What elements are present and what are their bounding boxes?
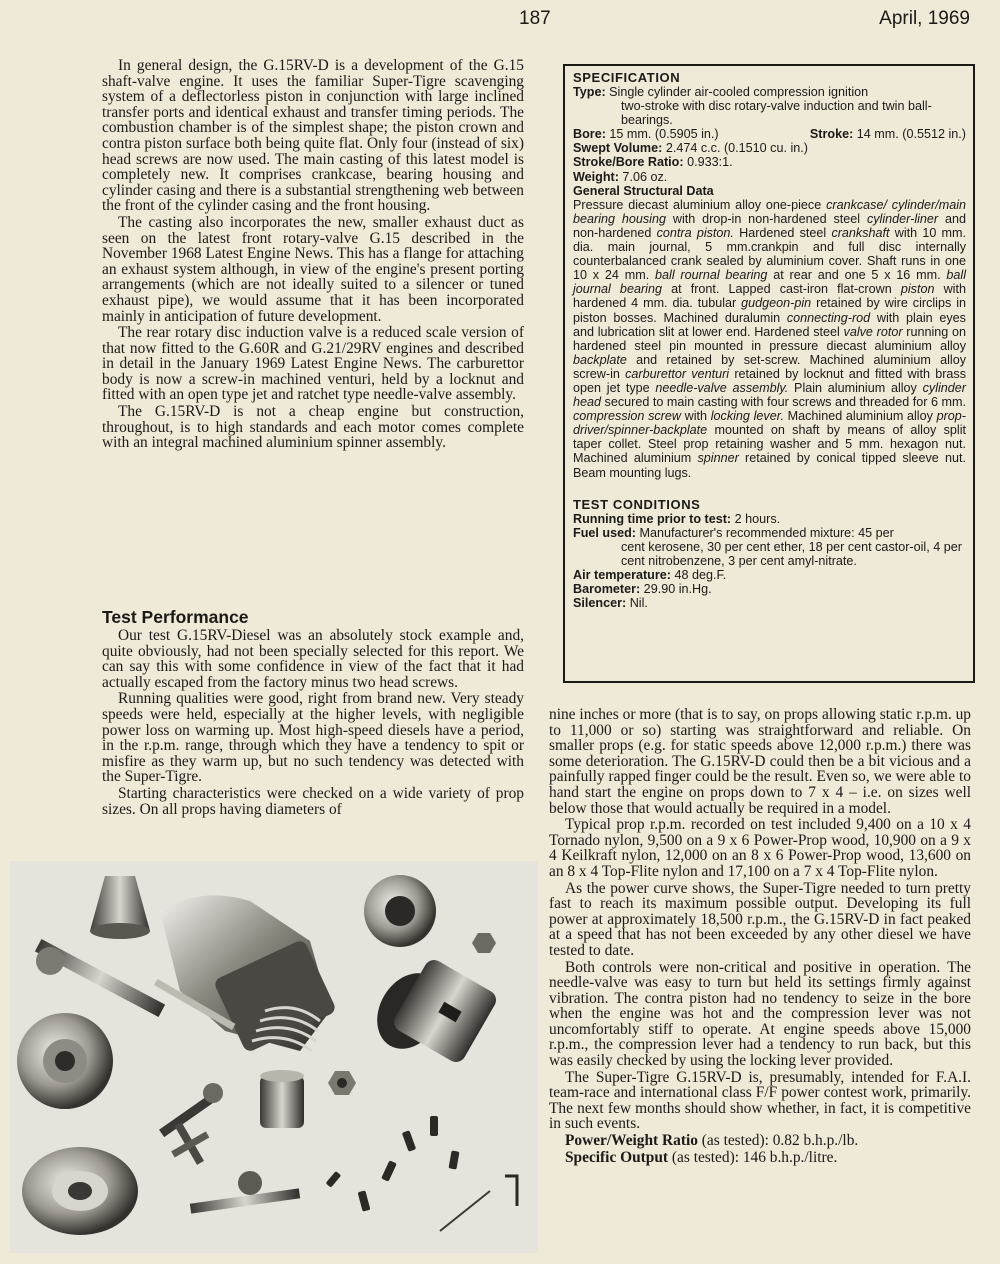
paragraph: The G.15RV-D is not a cheap engine but construction, throughout, is to high standards and each motor comes complete with an integral machined aluminium spinner assembly. (102, 403, 524, 452)
spec-bore-stroke: Bore: 15 mm. (0.5905 in.) Stroke: 14 mm. (0.5512 in.) (573, 127, 966, 142)
left-column-middle (102, 608, 524, 817)
paragraph: Starting characteristics were checked on a wide variety of prop sizes. On all props having diameters of (102, 784, 524, 818)
paragraph: Typical prop r.p.m. recorded on test included 9,400 on a 10 x 4 Tornado nylon, 9,500 on a 9 x 6 Power-Prop wood, 10,900 on a 9 x 4 Keilkraft nylon, 12,000 on an 8 x 6 Power-Prop wood, 13,600 on an 8 x 4 Top-Flite nylon and 17,100 on a 7 x 4 Top-Flite nylon. (549, 816, 971, 880)
engine-parts-illustration (10, 861, 538, 1253)
page-number: 187 (519, 8, 551, 29)
specification-box (563, 64, 975, 683)
test-air-temperature: Air temperature: 48 deg.F. (573, 568, 727, 582)
test-barometer: Barometer: 29.90 in.Hg. (573, 582, 712, 597)
left-column-top (102, 58, 524, 451)
spec-swept-volume: Swept Volume: 2.474 c.c. (0.1510 cu. in.) (573, 141, 808, 156)
paragraph: Running qualities were good, right from brand new. Very steady speeds were held, especially at the higher levels, with negligible power loss on warming up. Most high-speed diesels have a period, in the r.p.m. range, through which they have a tendency to spit or misfire as they warm up, but no such tendency was detected with the Super-Tigre. (102, 690, 524, 786)
paragraph: The rear rotary disc induction valve is a reduced scale version of that now fitted to the G.60R and G.21/29RV engines and described in detail in the January 1969 Latest Engine News. The carburettor body is now a screw-in machined venturi, held by a locknut and fitted with an open type jet and ratchet type needle-valve assembly. (102, 324, 524, 404)
spec-title: SPECIFICATION (573, 70, 681, 85)
spec-type: Type: Single cylinder air-cooled compression ignition (573, 85, 869, 99)
test-running-time: Running time prior to test: 2 hours. (573, 511, 781, 526)
test-fuel: Fuel used: Manufacturer's recommended mixture: 45 per (573, 525, 894, 540)
test-fuel-continued: cent kerosene, 30 per cent ether, 18 per cent castor-oil, 4 per cent nitrobenzene, 3 per cent amyl-nitrate. (621, 539, 962, 568)
paragraph: Our test G.15RV-Diesel was an absolutely stock example and, quite obviously, had not been specially selected for this report. We can say this with some confidence in view of the fact that it had actually escaped from the factory minus two head screws. (102, 627, 524, 691)
power-weight-ratio: Power/Weight Ratio (as tested): 0.82 b.h.p./lb. (565, 1132, 859, 1150)
test-conditions-title: TEST CONDITIONS (573, 496, 701, 512)
spec-stroke-bore-ratio: Stroke/Bore Ratio: 0.933:1. (573, 155, 733, 170)
right-column (549, 707, 971, 1165)
paragraph: The casting also incorporates the new, smaller exhaust duct as seen on the latest front rotary-valve G.15 described in the November 1968 Latest Engine News. This has a flange for attaching an exhaust system although, in view of the engine's present porting arrangements (which are not ideally suited to a silencer or tuned exhaust pipe), we would assume that it has been incorporated mainly in anticipation of future development. (102, 213, 524, 325)
paragraph: nine inches or more (that is to say, on props allowing static r.p.m. up to 11,000 or so) starting was straightforward and reliable. On smaller props (e.g. for static speeds above 12,000 r.p.m.) there was some deterioration. The G.15RV-D could then be a bit vicious and a painfully rapped finger could be the result. Even so, we were able to hand start the engine on props down to 7 x 4 – i.e. on sizes well below those that would actually be required in a model. (549, 706, 971, 817)
spacer (573, 480, 966, 498)
paragraph: As the power curve shows, the Super-Tigre needed to turn pretty fast to reach its maximum possible output. Developing its full power at approximately 18,500 r.p.m., the G.15RV-D in fact peaked at a speed that has not been exceeded by any other diesel we have tested to date. (549, 879, 971, 959)
section-heading: Test Performance (102, 607, 249, 627)
structural-data: Pressure diecast aluminium alloy one-piece crankcase/ cylinder/main bearing housing with drop-in non-hardened steel cylinder-liner and non-hardened contra piston. Hardened steel crankshaft with 10 mm. dia. main journal, 5 mm.crankpin and full disc internally counterbalanced crank sealed by aluminium cover. Shaft runs in one 10 x 24 mm. ball rournal bearing at rear and one 5 x 16 mm. ball journal bearing at front. Lapped cast-iron flat-crown piston with hardened 4 mm. dia. tubular gudgeon-pin retained by wire circlips in piston bosses. Machined duralumin connecting-rod with plain eyes and lubrication slit at lower end. Hardened steel valve rotor running on hardened steel pin mounted in pressure diecast aluminium alloy backplate and retained by set-screw. Machined aluminium alloy screw-in carburettor venturi retained by locknut and fitted with brass open jet type needle-valve assembly. Plain aluminium alloy cylinder head secured to main casting with four screws and threaded for 6 mm. compression screw with locking lever. Machined aluminium alloy prop-driver/spinner-backplate mounted on shaft by means of alloy split taper collet. Steel prop retaining washer and 5 mm. hexagon nut. Machined aluminium spinner retained by conical tipped sleeve nut. Beam mounting lugs. (573, 197, 967, 480)
test-silencer: Silencer: Nil. (573, 596, 648, 611)
paragraph: In general design, the G.15RV-D is a development of the G.15 shaft-valve engine. It uses the familiar Super-Tigre scavenging system of a deflectorless piston in conjunction with large inclined transfer ports and identical exhaust and transfer timing periods. The combustion chamber is of the simplest shape; the piston crown and contra piston surface both being quite flat. Only four (instead of six) head screws are now used. The main casting of this latest model is completely new. It comprises crankcase, bearing housing and cylinder casing and there is a substantial strengthening web between the front of the cylinder casing and the front housing. (102, 57, 524, 215)
specific-output: Specific Output (as tested): 146 b.h.p./litre. (565, 1148, 838, 1166)
prop-driver-part (17, 1013, 113, 1109)
engine-parts-photo (10, 861, 538, 1253)
spec-weight: Weight: 7.06 oz. (573, 169, 668, 184)
paragraph: The Super-Tigre G.15RV-D is, presumably, intended for F.A.I. team-race and international class F/F power contest work, primarily. The next few months should show whether, in fact, it is competitive in such events. (549, 1068, 971, 1133)
spec-type-continued: two-stroke with disc rotary-valve induction and twin ball-bearings. (621, 99, 932, 128)
structural-heading: General Structural Data (573, 183, 714, 198)
issue-date: April, 1969 (879, 8, 970, 29)
spinner-backplate-part (22, 1147, 138, 1235)
paragraph: Both controls were non-critical and positive in operation. The needle-valve was easy to turn but held its settings firmly against vibration. The contra piston had no tendency to seize in the bore when the engine was hot and the compression lever was not uncomfortably stiff to operate. At engine speeds above 15,000 r.p.m., the compression lever had a tendency to run back, but this was easily checked by using the locking lever provided. (549, 958, 971, 1070)
